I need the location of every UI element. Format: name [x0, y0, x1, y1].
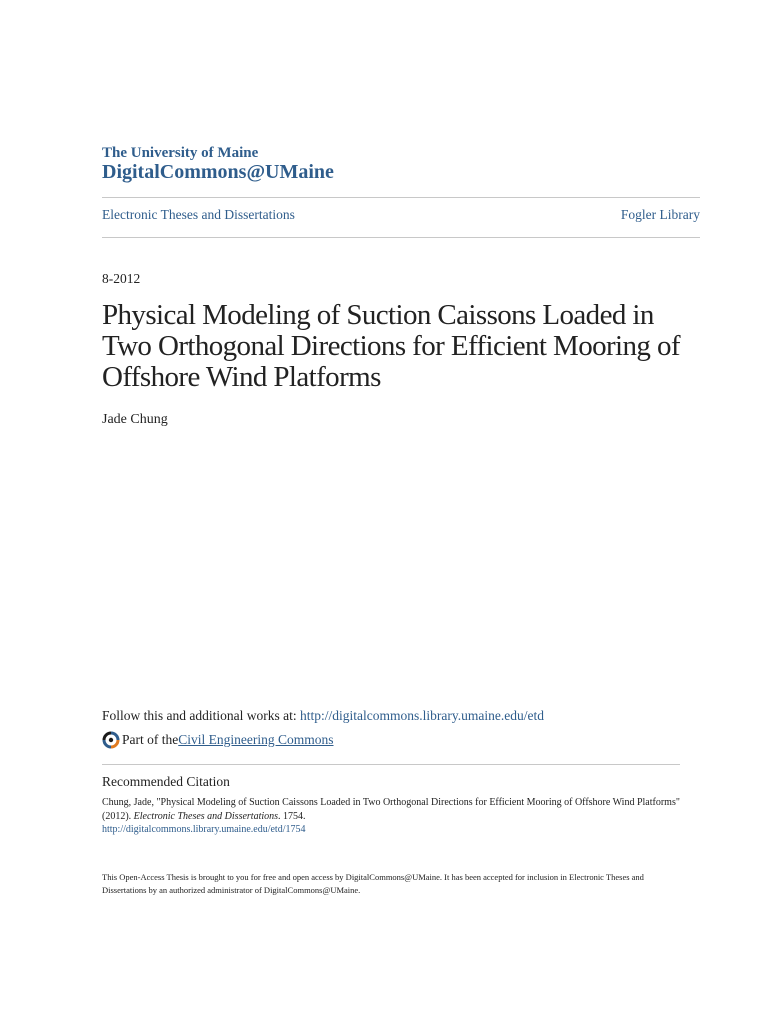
author-name: Jade Chung	[102, 412, 168, 427]
header-divider	[102, 197, 700, 198]
access-notice: This Open-Access Thesis is brought to you for free and open access by DigitalCommons@UMaine. It has been accepted for inclusion in Electronic Theses and Dissertations by an authorized administrator of DigitalCommons@UMaine.	[102, 872, 644, 895]
part-of-line	[102, 731, 334, 749]
citation-text	[102, 796, 680, 824]
follow-prefix: Follow this and additional works at:	[102, 708, 300, 723]
collection-url-link[interactable]: http://digitalcommons.library.umaine.edu/etd	[300, 708, 544, 723]
institution-name: The University of Maine	[102, 145, 259, 161]
citation-divider	[102, 764, 680, 765]
citation-body: Chung, Jade, "Physical Modeling of Suction Caissons Loaded in Two Orthogonal Directions for Efficient Mooring of Offshore Wind Platforms" (2012).	[102, 797, 680, 822]
citation-url-link[interactable]: http://digitalcommons.library.umaine.edu/etd/1754	[102, 824, 306, 835]
nav-divider	[102, 237, 700, 238]
follow-line	[102, 708, 544, 724]
civil-engineering-commons-link[interactable]: Civil Engineering Commons	[178, 732, 334, 747]
thesis-title: Physical Modeling of Suction Caissons Loaded in Two Orthogonal Directions for Efficient Mooring of Offshore Wind Platforms	[102, 299, 680, 393]
publication-date: 8-2012	[102, 271, 141, 286]
series-link[interactable]: Electronic Theses and Dissertations	[102, 207, 295, 222]
repository-home-link[interactable]: DigitalCommons@UMaine	[102, 161, 334, 183]
citation-journal: Electronic Theses and Dissertations	[133, 811, 279, 822]
part-of-prefix: Part of the	[122, 732, 179, 747]
citation-end: . 1754.	[278, 811, 306, 822]
library-link[interactable]: Fogler Library	[620, 207, 700, 222]
recommended-citation-heading: Recommended Citation	[102, 774, 230, 789]
network-icon	[102, 731, 120, 749]
